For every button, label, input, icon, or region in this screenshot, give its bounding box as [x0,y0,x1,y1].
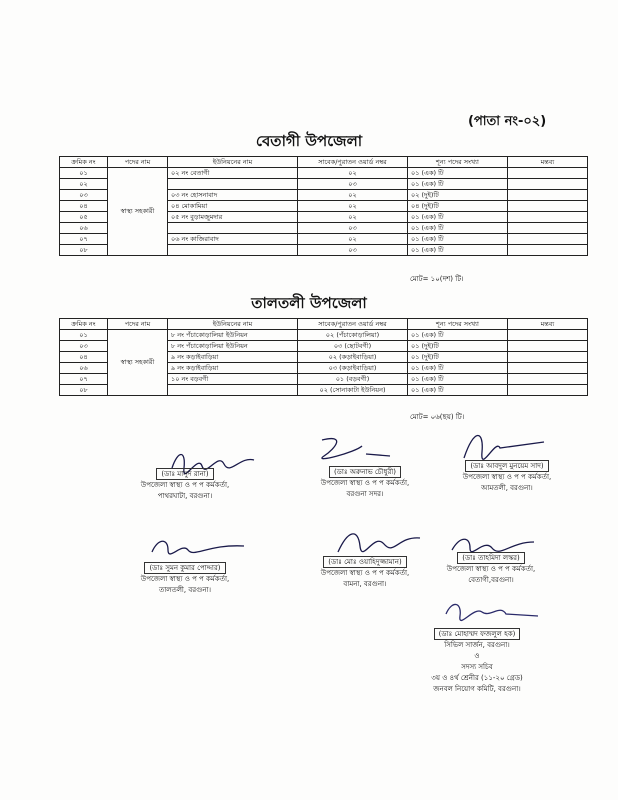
cell-vacant: ০১ (এক) টি [408,374,508,385]
cell-vacant: ০১ (এক) টি [408,363,508,374]
cell-remarks [508,168,588,179]
signer-name: (ডাঃ আবদুল মুনয়েম সাদ) [465,460,548,472]
total-betagi: মোট= ১০(দশ) টি। [410,275,464,283]
cell-union: ০৫ নং বুড়ামজুমদার [168,212,298,223]
cell-remarks [508,341,588,352]
signature-scribble [316,434,396,464]
cell-vacant: ০২ (দুই)টি [408,190,508,201]
cell-vacant: ০১ (এক) টি [408,330,508,341]
grade-info: ৩য় ও ৪র্থ শ্রেনীর (১১-২০ গ্রেড) [431,674,523,682]
cell-union: ৮ নং পঁচাকোড়ালিয়া ইউনিয়ন [168,330,298,341]
signer-title: উপজেলা স্বাস্থ্য ও প প কর্মকর্তা, [446,565,536,573]
cell-vacant: ০১ (দুই)টি [408,352,508,363]
signature-scribble [334,524,424,560]
signer-title: উপজেলা স্বাস্থ্য ও প প কর্মকর্তা, [320,569,410,577]
cell-vacant: ০১ (এক) টি [408,212,508,223]
cell-post: স্বাস্থ্য সহকারী [108,330,168,396]
section-title-betagi: বেতাগী উপজেলা [255,132,363,150]
signature-block-amtali [432,460,582,494]
cell-vacant: ০১ (এক) টি [408,179,508,190]
cell-serial: ০৭ [60,234,108,245]
cell-union [168,223,298,234]
cell-remarks [508,179,588,190]
signer-title: উপজেলা স্বাস্থ্য ও প প কর্মকর্তা, [140,481,230,489]
cell-serial: ০৪ [60,201,108,212]
committee-name: জনবল নিয়োগ কমিটি, বরগুনা। [433,685,521,693]
cell-ward: ০৩ [298,223,408,234]
signer-name: (ডাঃ মোঃ ওয়াহিদুজ্জামান) [323,556,406,568]
cell-remarks [508,190,588,201]
cell-serial: ০১ [60,168,108,179]
signature-block-barguna-sadar [290,466,440,500]
member-secretary: সদস্য সচিব [461,663,493,671]
cell-vacant: ০১ (এক) টি [408,385,508,396]
cell-union: ০৪ মোকামিয়া [168,201,298,212]
cell-ward: ০৩ [298,245,408,256]
header-ward: সাবেক/পুরাতন ওয়ার্ড নম্বর [298,319,408,330]
cell-post: স্বাস্থ্য সহকারী [108,168,168,256]
cell-vacant: ০১ (এক) টি [408,234,508,245]
cell-ward: ০৩ [298,179,408,190]
header-post: পদের নাম [108,157,168,168]
cell-union: ৯ নং কড়াইবাড়িয়া [168,352,298,363]
header-post: পদের নাম [108,319,168,330]
cell-vacant: ০১ (দুই)টি [408,341,508,352]
table-row [60,330,588,341]
cell-remarks [508,363,588,374]
cell-remarks [508,223,588,234]
cell-vacant: ০১ (এক) টি [408,223,508,234]
cell-ward: ০২ [298,168,408,179]
cell-union: ০২ নং বেতাগী [168,168,298,179]
header-ward: সাবেক/পুরাতন ওয়ার্ড নম্বর [298,157,408,168]
cell-union: ০৬ নং কাজিরাবাদ [168,234,298,245]
signature-scribble [460,428,550,464]
cell-ward: ০২ (পঁচাকোড়ালিয়া) [298,330,408,341]
cell-union [168,179,298,190]
cell-remarks [508,201,588,212]
cell-remarks [508,212,588,223]
cell-union: ০৩ নং হোসনাবাদ [168,190,298,201]
cell-serial: ০৭ [60,374,108,385]
signer-name: (ডাঃ মাসুদ রানা) [156,468,213,480]
signature-scribble [442,598,542,628]
cell-union [168,245,298,256]
header-serial: ক্রমিক নং [60,157,108,168]
conjunction: ও [474,652,480,660]
cell-ward: ০৩ (ছোটবগী) [298,341,408,352]
cell-serial: ০৬ [60,223,108,234]
cell-remarks [508,374,588,385]
cell-serial: ০৪ [60,352,108,363]
cell-ward: ০২ [298,234,408,245]
header-serial: ক্রমিক নং [60,319,108,330]
cell-remarks [508,234,588,245]
signer-office: বামনা, বরগুনা। [343,580,387,588]
signer-name: (ডাঃ অরুনাভ চৌধুরী) [329,466,401,478]
table-betagi [59,156,588,256]
header-union: ইউনিয়নের নাম [168,157,298,168]
cell-serial: ০২ [60,179,108,190]
signer-title: উপজেলা স্বাস্থ্য ও প প কর্মকর্তা, [140,575,230,583]
cell-remarks [508,330,588,341]
header-union: ইউনিয়নের নাম [168,319,298,330]
signer-name: (ডাঃ সুমন কুমার পোদ্দার) [144,562,225,574]
cell-ward: ০২ [298,212,408,223]
cell-union: ১০ নং বড়বগী [168,374,298,385]
cell-union: ৮ নং পঁচাকোড়ালিয়া ইউনিয়ন [168,341,298,352]
signer-title: উপজেলা স্বাস্থ্য ও প প কর্মকর্তা, [462,473,552,481]
cell-ward: ০২ (কড়াইবাড়িয়া) [298,352,408,363]
cell-vacant: ০৪ (দুই)টি [408,201,508,212]
cell-ward: ০২ (সোনাকাটা ইউনিয়ন) [298,385,408,396]
cell-ward: ০১ (বড়বগী) [298,374,408,385]
cell-serial: ০৫ [60,212,108,223]
cell-serial: ০৩ [60,190,108,201]
section-title-taltali: তালতলী উপজেলা [251,294,367,312]
cell-ward: ০৩ (কড়াইবাড়িয়া) [298,363,408,374]
cell-ward: ০২ [298,190,408,201]
signer-office: বরগুনা সদর। [346,490,384,498]
total-taltali: মোট= ০৬(ছয়) টি। [410,413,465,421]
signer-office: আমতলী, বরগুনা। [481,484,533,492]
signature-block-pathorghata [110,468,260,502]
signature-scribble [148,534,248,560]
header-remarks: মন্তব্য [508,319,588,330]
cell-remarks [508,245,588,256]
cell-serial: ০৩ [60,341,108,352]
cell-remarks [508,385,588,396]
cell-serial: ০১ [60,330,108,341]
header-vacant: শূন্য পদের সংখ্যা [408,157,508,168]
table-row [60,168,588,179]
cell-serial: ০৮ [60,385,108,396]
page-number: (পাতা নং-০২) [468,114,547,129]
cell-union [168,385,298,396]
cell-vacant: ০১ (এক) টি [408,245,508,256]
signer-office: বেতাগী,বরগুনা। [468,576,514,584]
table-taltali [59,318,588,396]
civil-surgeon-name: (ডাঃ মোহাম্মদ ফজলুল হক) [434,628,521,640]
civil-surgeon-title: সিভিল সার্জন, বরগুনা। [444,641,510,649]
cell-serial: ০৮ [60,245,108,256]
header-vacant: শূন্য পদের সংখ্যা [408,319,508,330]
cell-serial: ০৬ [60,363,108,374]
cell-vacant: ০১ (এক) টি [408,168,508,179]
signer-name: (ডাঃ তাহমিদা লস্কর) [457,552,525,564]
signer-office: তালতলী, বরগুনা। [158,586,212,594]
cell-union: ৯ নং কড়াইবাড়িয়া [168,363,298,374]
cell-remarks [508,352,588,363]
signature-block-taltali [110,562,260,596]
signature-block-civil-surgeon [392,628,562,695]
signature-block-betagi [416,552,566,586]
header-remarks: মন্তব্য [508,157,588,168]
signer-title: উপজেলা স্বাস্থ্য ও প প কর্মকর্তা, [320,479,410,487]
signer-office: পাথরঘাটা, বরগুনা। [157,492,213,500]
cell-ward: ০২ [298,201,408,212]
